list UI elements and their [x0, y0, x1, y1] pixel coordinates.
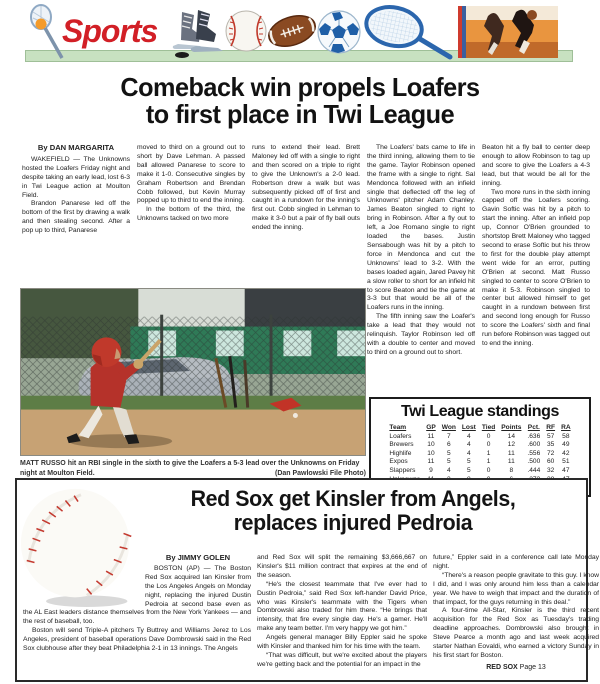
paragraph: and Red Sox will split the remaining $3,666,667 on Kinsler's $11 million contract that expires at the end of the season. — [257, 554, 427, 579]
paragraph: WAKEFIELD — The Unknowns hosted the Loafers Friday night and despite taking an early lead, lost 6-3 in Twi League action at Moulton Field. — [22, 155, 130, 199]
paragraph: Brandon Panarese led off the bottom of the first by drawing a walk and then stealing second. After a pop up to third, Panarese — [22, 200, 130, 235]
column-header: RF — [546, 424, 556, 431]
column-header: Team — [389, 424, 407, 431]
paragraph: “There's a reason people gravitate to this guy. I know I did, and I was only around him less than a calendar year. We have to weigh that impact and the duration of that impact, for the guys returning in this deal.” — [433, 571, 599, 606]
soccer-ball-icon — [316, 9, 362, 55]
table-row: Highlife 10 5 4 1 11 .556 72 42 — [389, 449, 570, 457]
paragraph: “He's the closest teammate that I've ever had to Dustin Pedroia,” said Red Sox left-hander David Price, who was Kinsler's teammate with the Tigers when Dombrowski also traded for him there. “He brings that intensity, that fire every single day. He's a gamer. He'll make any team better. I'm very happy we got him.” — [257, 580, 427, 633]
table-row: Brewers 10 6 4 0 12 .600 35 49 — [389, 441, 570, 449]
paragraph: In the bottom of the third, the Unknowns tacked on two more — [137, 206, 245, 223]
second-headline-line2: replaces injured Pedroia — [233, 509, 473, 535]
second-article-column-1 — [23, 554, 251, 676]
red-sox-article-box — [15, 478, 599, 682]
game-photo-illustration — [21, 289, 365, 455]
game-photo — [20, 288, 366, 456]
photo-caption — [20, 459, 366, 478]
second-article-column-2 — [257, 554, 427, 676]
column-header: Points — [501, 424, 522, 431]
paragraph: Beaton hit a fly ball to center deep enough to allow Robinson to tag up and score to give the Loafers a 4-3 lead, but that would be all for the inning. — [482, 144, 590, 187]
column-header: Lost — [461, 424, 476, 431]
column-header: Tied — [481, 424, 496, 431]
second-byline: By JIMMY GOLEN — [165, 554, 231, 562]
column-header: GP — [426, 424, 436, 431]
ball-text-wrap-spacer — [23, 554, 145, 608]
paragraph: A four-time All-Star, Kinsler is the third recent acquisition for the Red Sox as Tuesday's trading deadline approaches. Dombrowski also brought in Steve Pearce a month ago and last week acquired starter Nathan Eovaldi, who earned a victory Sunday in his first start for Boston. — [433, 607, 599, 658]
column-header: Won — [441, 424, 456, 431]
standings-header-row — [386, 424, 573, 433]
paragraph: runs to extend their lead. Brett Maloney led off with a single to right and then scored on a triple to right to give the Unknown's a 2-0 lead. Robertson drew a walk but was subsequently picked off of first and caught in a rundown for the inning's first out. Cobb singled in Lehman to make it 3-0 but a pair of fly ball outs ended the inning. — [252, 144, 360, 232]
tennis-racket-icon — [362, 5, 454, 61]
second-headline-line1: Red Sox get Kinsler from Angels, — [190, 486, 516, 511]
main-byline: By DAN MARGARITA — [37, 143, 115, 152]
table-row: Loafers 11 7 4 0 14 .636 57 58 — [389, 432, 570, 440]
main-headline-line1: Comeback win propels Loafers — [120, 72, 480, 102]
main-headline — [9, 74, 591, 128]
caption-line1: MATT RUSSO hit an RBI single in the sixth to give the Loafers a 5-3 lead over the Unknowns on Friday — [20, 460, 360, 467]
caption-line2: night at Moulton Field. — [20, 469, 95, 477]
continuation-notice — [433, 664, 599, 671]
ice-skates-icon — [168, 4, 224, 60]
column-header: Pct. — [527, 424, 540, 431]
paragraph: Two more runs in the sixth inning capped off the Loafers scoring. Gavin Softic was hit by a pitch to start the inning. After an infield pop up, Connor O'Brien grounded to shortstop Brett Maloney who tagged second to erase Softic but his throw to first for the double play attempt went wide for an error, putting O'Brien at second. Matt Russo singled to center to score O'Brien to make it 5-3. Robinson singled to center but allowed himself to get caught in a rundown between first and second long enough for Russo to score the Loafers' sixth and final run before Robinson was tagged out to end the inning. — [482, 188, 590, 347]
article-column-3 — [252, 144, 360, 233]
article-column-2 — [137, 144, 245, 224]
article-column-1 — [22, 144, 130, 236]
paragraph: “That was difficult, but we're excited about the players we're getting back and the potential for an impact in the — [257, 651, 427, 668]
standings-table — [386, 424, 573, 484]
baseball-icon — [225, 10, 267, 52]
continuation-slug: RED SOX — [486, 664, 518, 671]
paragraph: Boston will send Triple-A pitchers Ty Buttrey and Williams Jerez to Los Angeles, president of baseball operations Dave Dombrowski said in the Red Sox clubhouse after they beat Philadelphia 2-1 in 13 innings. The Angels — [23, 627, 251, 653]
paragraph: moved to third on a ground out to short by Dave Lehman. A passed ball allowed Panarese to score to make it 1-0. Consecutive singles by Graham Robertson and Brendan Cobb followed, but Kevin Murray popped up to third to end the inning. — [137, 144, 245, 205]
column-header: RA — [561, 424, 571, 431]
main-headline-line2: to first place in Twi League — [145, 99, 455, 129]
standings-title: Twi League standings — [401, 403, 559, 420]
article-column-5 — [482, 144, 590, 349]
paragraph: future,” Eppler said in a conference call late Monday night. — [433, 554, 599, 570]
continuation-page: Page 13 — [517, 664, 546, 671]
paragraph: The Loafers' bats came to life in the third inning, allowing them to tie the game. Taylor Robinson opened the frame with a single to right. Sal Mendonca followed with an infield single that deflected off the leg of Unknowns' pitcher Adam Chanley. James Beaton singled to right to bring in Robinson. After a fly out to left, a Joe Romano single to right loaded the bases. Justin Sensabough was hit by a pitch to force in Mendonca and cut the Unknowns' lead to 3-2. With the bases loaded again, Jared Pavey hit a slow roller to short for an infield hit to score Beaton and tie the game at 3-3 but that would be all of the Loafers runs in the inning. — [367, 144, 475, 312]
table-row: Slappers 9 4 5 0 8 .444 32 47 — [389, 466, 570, 474]
paragraph: BOSTON (AP) — The Boston Red Sox acquired Ian Kinsler from the Los Angeles Angels on Monday night, replacing the injured Dustin Pedroia at second base even as the AL East leaders distance themselves from the New York Yankees — and the rest of baseball, too. — [23, 564, 251, 626]
paragraph: The fifth inning saw the Loafer's take a lead that they would not relinquish. Taylor Robinson led off with a double to center and moved to third on a ground out to short. — [367, 313, 475, 356]
second-headline — [134, 487, 572, 534]
football-icon — [266, 8, 318, 54]
basketball-players-image — [458, 6, 558, 58]
paragraph: Angels general manager Billy Eppler said he spoke with Kinsler and thanked him for his time with the team. — [257, 634, 427, 651]
table-row: Expos 11 5 5 1 11 .500 60 51 — [389, 458, 570, 466]
article-column-4 — [367, 144, 475, 358]
second-article-column-3 — [433, 554, 599, 658]
sports-banner — [0, 0, 600, 70]
photo-credit: (Dan Pawlowski File Photo) — [274, 469, 366, 477]
sports-logo: Sports — [62, 13, 158, 49]
